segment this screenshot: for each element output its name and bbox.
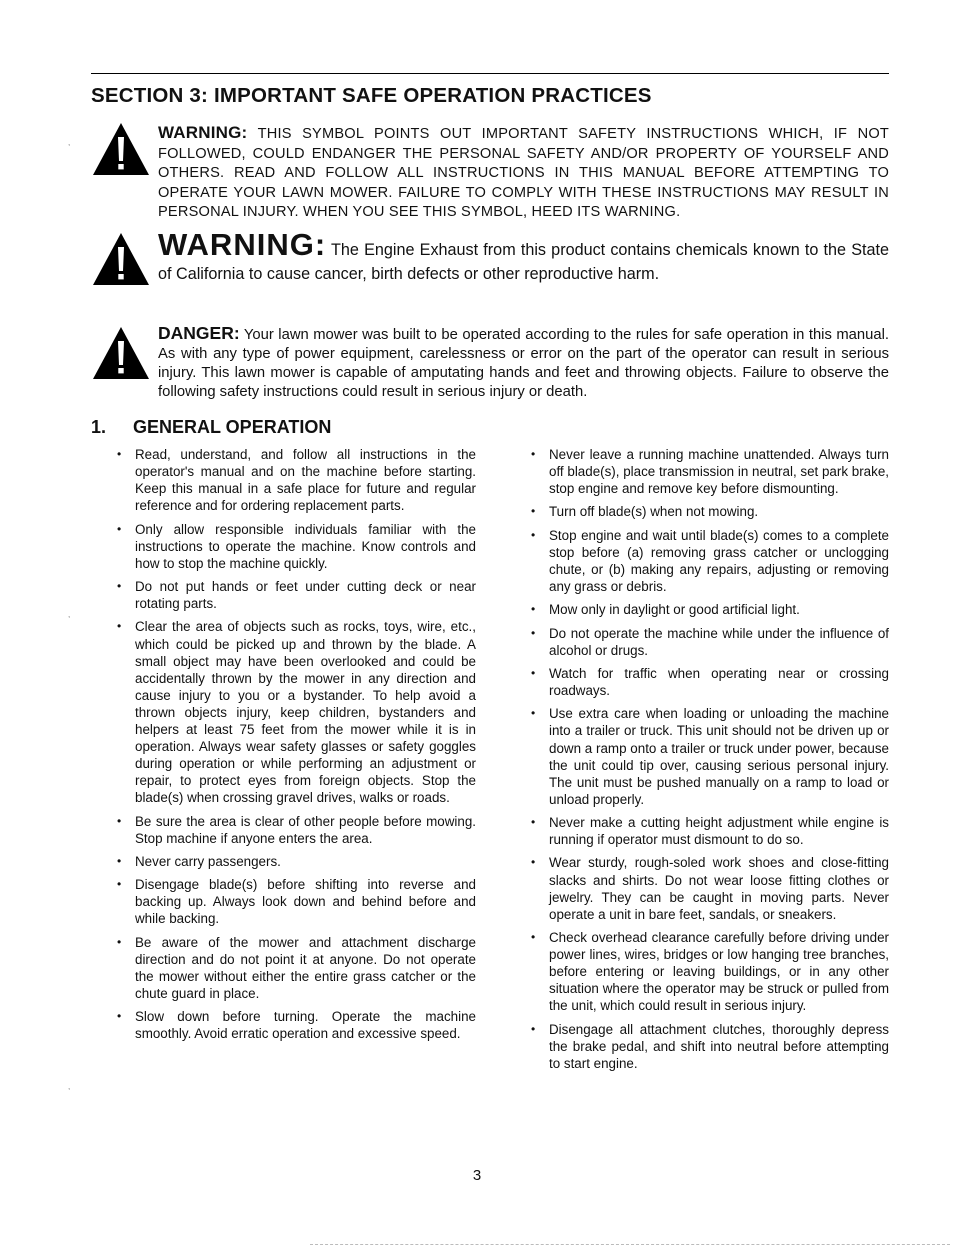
safety-alert-triangle-icon: [91, 325, 151, 386]
list-item: • Check overhead clearance carefully before driving under power lines, wires, bridges or low hanging tree branches, before entering or leaving buildings, or in any other situation where the operator may be struck or pulled from the unit, which could result in serious injury.: [531, 929, 889, 1014]
list-item: • Mow only in daylight or good artificial light.: [531, 601, 889, 618]
scan-edge-line: [310, 1244, 950, 1245]
list-item: • Use extra care when loading or unloading the machine into a trailer or truck. This unit should not be driven up or down a ramp onto a trailer or truck under power, because the unit could tip over, causing serious personal injury. The unit must be pushed manually on a ramp to load or unload properly.: [531, 705, 889, 808]
danger-keyword: DANGER:: [158, 323, 240, 343]
left-instruction-list: [117, 446, 476, 1049]
california-warning-body: The Engine Exhaust from this product contains chemicals known to the State of California to cause cancer, birth defects or other reproductive harm.: [158, 241, 889, 283]
header-rule: [91, 73, 889, 74]
list-item: • Disengage blade(s) before shifting into reverse and backing up. Always look down and behind before and while backing.: [117, 876, 476, 927]
list-item: • Only allow responsible individuals familiar with the instructions to operate the machine. Know controls and how to stop the machine quickly.: [117, 521, 476, 572]
danger-body: Your lawn mower was built to be operated according to the rules for safe operation in this manual. As with any type of power equipment, carelessness or error on the part of the operator can result in serious injury. This lawn mower is capable of amputating hands and feet and throwing objects. Failure to observe the following safety instructions could result in serious injury or death.: [158, 327, 889, 400]
list-item: • Read, understand, and follow all instructions in the operator's manual and on the machine before starting. Keep this manual in a safe place for future and regular reference and for ordering replacement parts.: [117, 446, 476, 514]
safety-alert-triangle-icon: [91, 231, 151, 292]
california-warning-text: [158, 227, 889, 286]
list-item: • Stop engine and wait until blade(s) comes to a complete stop before (a) removing grass catcher or unclogging chute, or (b) making any repairs, adjusting or removing any grass or debris.: [531, 527, 889, 595]
safety-alert-triangle-icon: [91, 121, 151, 182]
list-item: • Turn off blade(s) when not mowing.: [531, 503, 889, 520]
list-item: • Clear the area of objects such as rocks, toys, wire, etc., which could be picked up and thrown by the blade. A small object may have been overlooked and could be accidentally thrown by the mower in any direction and cause injury to you or a bystander. To help avoid a thrown objects injury, keep children, bystanders and helpers at least 75 feet from the mower while it is in operation. Always wear safety glasses or safety goggles during operation or while performing an adjustment or repair, to protect eyes from foreign objects. Stop the blade(s) when crossing gravel drives, walks or roads.: [117, 618, 476, 806]
list-item: • Never carry passengers.: [117, 853, 476, 870]
warning-symbol-text: [158, 123, 889, 223]
scan-speck: ,: [68, 610, 71, 619]
page-number: 3: [472, 1167, 482, 1184]
warning-body: THIS SYMBOL POINTS OUT IMPORTANT SAFETY INSTRUCTIONS WHICH, IF NOT FOLLOWED, COULD ENDANGER THE PERSONAL SAFETY AND/OR PROPERTY OF YOURSELF AND OTHERS. READ AND FOLLOW ALL INSTRUCTIONS IN THIS MANUAL BEFORE ATTEMPTING TO OPERATE YOUR LAWN MOWER. FAILURE TO COMPLY WITH THESE INSTRUCTIONS MAY RESULT IN PERSONAL INJURY. WHEN YOU SEE THIS SYMBOL, HEED ITS WARNING.: [158, 126, 889, 220]
scan-speck: ,: [68, 138, 71, 147]
list-item: • Be aware of the mower and attachment discharge direction and do not point it at anyone. Do not operate the mower without either the entire grass catcher or the chute guard in place.: [117, 934, 476, 1002]
heading-title: GENERAL OPERATION: [133, 417, 332, 437]
list-item: • Be sure the area is clear of other people before mowing. Stop machine if anyone enters the area.: [117, 813, 476, 847]
list-item: • Slow down before turning. Operate the machine smoothly. Avoid erratic operation and excessive speed.: [117, 1008, 476, 1042]
list-item: • Wear sturdy, rough-soled work shoes and close-fitting slacks and shirts. Do not wear loose fitting clothes or jewelry. They can be caught in moving parts. Never operate a unit in bare feet, sandals, or sneakers.: [531, 854, 889, 922]
right-instruction-list: [531, 446, 889, 1078]
warning-keyword: WARNING:: [158, 123, 248, 142]
heading-number: 1.: [91, 417, 107, 437]
list-item: • Do not put hands or feet under cutting deck or near rotating parts.: [117, 578, 476, 612]
list-item: • Never leave a running machine unattended. Always turn off blade(s), place transmission in neutral, set park brake, stop engine and remove key before dismounting.: [531, 446, 889, 497]
warning-keyword: WARNING:: [158, 227, 327, 262]
section-title: SECTION 3: IMPORTANT SAFE OPERATION PRACTICES: [91, 84, 652, 107]
general-operation-heading: [91, 417, 331, 438]
list-item: • Disengage all attachment clutches, thoroughly depress the brake pedal, and shift into neutral before attempting to start engine.: [531, 1021, 889, 1072]
scan-speck: ,: [68, 1082, 71, 1091]
list-item: • Watch for traffic when operating near or crossing roadways.: [531, 665, 889, 699]
danger-text: [158, 324, 889, 402]
list-item: • Do not operate the machine while under the influence of alcohol or drugs.: [531, 625, 889, 659]
list-item: • Never make a cutting height adjustment while engine is running if operator must dismount to do so.: [531, 814, 889, 848]
